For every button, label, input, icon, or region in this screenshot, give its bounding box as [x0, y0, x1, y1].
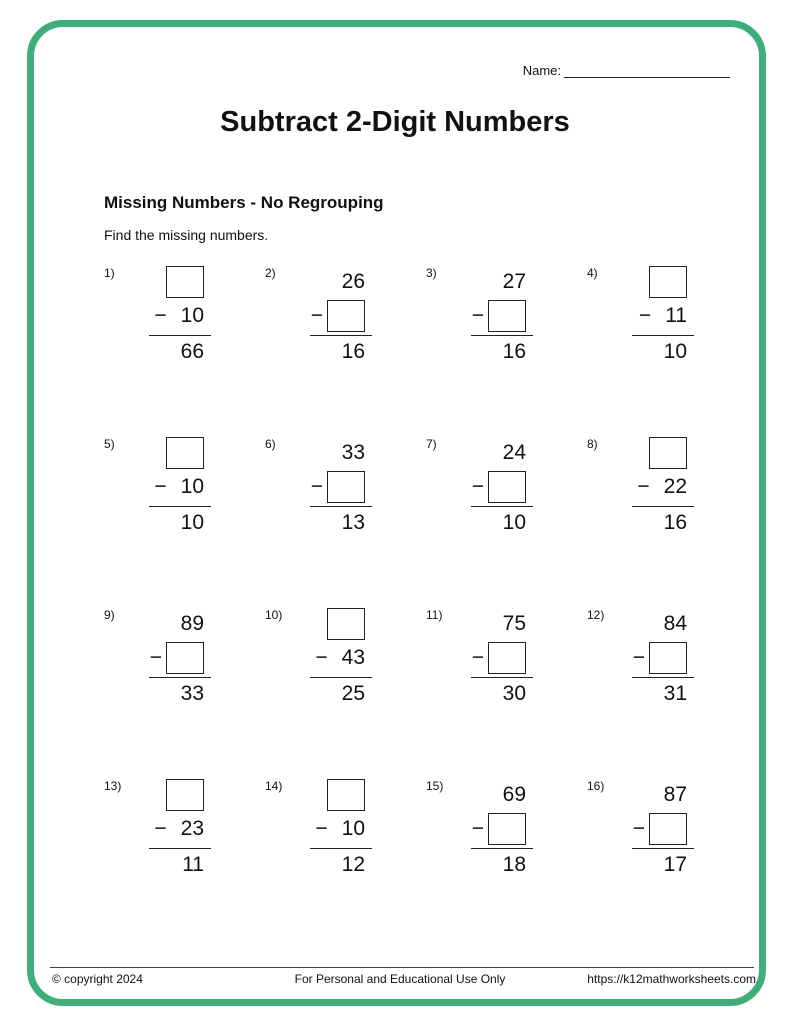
subtrahend-row: [472, 642, 526, 674]
problem-15: [426, 779, 566, 929]
subtrahend: 10: [180, 304, 204, 327]
problem-number: 8): [587, 437, 598, 451]
answer-box[interactable]: [166, 266, 204, 298]
problem-10: [265, 608, 405, 758]
subtrahend-row: [472, 471, 526, 503]
problem-5: [104, 437, 244, 587]
difference: 13: [341, 511, 365, 534]
minus-sign: −: [310, 475, 323, 498]
subtrahend-row: [311, 471, 365, 503]
answer-box[interactable]: [166, 642, 204, 674]
section-subtitle: Missing Numbers - No Regrouping: [104, 193, 384, 212]
minuend-row: [327, 608, 365, 640]
problem-number: 4): [587, 266, 598, 280]
subtrahend-row: [472, 813, 526, 845]
problem-3: [426, 266, 566, 416]
problem-number: 13): [104, 779, 122, 793]
footer-usage: For Personal and Educational Use Only: [294, 972, 506, 986]
minus-sign: −: [471, 475, 484, 498]
subtrahend-row: [154, 813, 204, 845]
minuend: 84: [663, 612, 687, 635]
minuend-row: [181, 608, 204, 640]
problem-number: 9): [104, 608, 115, 622]
difference: 16: [341, 340, 365, 363]
minus-sign: −: [149, 646, 162, 669]
answer-box[interactable]: [327, 779, 365, 811]
difference: 10: [502, 511, 526, 534]
minus-sign: −: [471, 646, 484, 669]
answer-box[interactable]: [327, 608, 365, 640]
minuend: 33: [341, 441, 365, 464]
problem-8: [587, 437, 727, 587]
minuend-row: [503, 437, 526, 469]
subtrahend: 11: [665, 304, 687, 327]
minuend: 27: [502, 270, 526, 293]
subtrahend-row: [315, 813, 365, 845]
minus-sign: −: [315, 646, 328, 669]
minus-sign: −: [632, 646, 645, 669]
minuend-row: [166, 779, 204, 811]
minus-sign: −: [154, 475, 167, 498]
difference: 17: [663, 853, 687, 876]
difference: 18: [502, 853, 526, 876]
subtrahend: 10: [341, 817, 365, 840]
problem-7: [426, 437, 566, 587]
answer-box[interactable]: [166, 779, 204, 811]
problem-number: 12): [587, 608, 605, 622]
subtrahend-row: [154, 300, 204, 332]
problem-number: 10): [265, 608, 283, 622]
answer-box[interactable]: [649, 642, 687, 674]
problem-number: 5): [104, 437, 115, 451]
difference: 25: [341, 682, 365, 705]
minus-sign: −: [315, 817, 328, 840]
answer-box[interactable]: [649, 813, 687, 845]
problem-number: 11): [426, 608, 443, 622]
answer-box[interactable]: [488, 813, 526, 845]
difference: 30: [502, 682, 526, 705]
answer-box[interactable]: [327, 300, 365, 332]
subtrahend-row: [154, 471, 204, 503]
name-field: [523, 63, 730, 78]
minuend: 89: [180, 612, 204, 635]
minuend: 26: [341, 270, 365, 293]
subtrahend-row: [311, 300, 365, 332]
subtrahend-row: [472, 300, 526, 332]
problem-number: 3): [426, 266, 437, 280]
problem-12: [587, 608, 727, 758]
minus-sign: −: [638, 304, 652, 327]
problem-number: 1): [104, 266, 115, 280]
subtrahend: 43: [341, 646, 365, 669]
difference: 10: [180, 511, 204, 534]
subtrahend-row: [315, 642, 365, 674]
problem-9: [104, 608, 244, 758]
page-title: Subtract 2-Digit Numbers: [220, 106, 570, 138]
minuend-row: [327, 779, 365, 811]
answer-box[interactable]: [488, 300, 526, 332]
minus-sign: −: [310, 304, 323, 327]
difference: 66: [180, 340, 204, 363]
subtrahend-row: [150, 642, 204, 674]
minuend-row: [166, 437, 204, 469]
name-label: Name:: [522, 63, 561, 78]
difference: 31: [663, 682, 687, 705]
difference: 10: [663, 340, 687, 363]
answer-box[interactable]: [649, 266, 687, 298]
minuend-row: [166, 266, 204, 298]
minus-sign: −: [154, 304, 167, 327]
minuend-row: [503, 779, 526, 811]
problem-4: [587, 266, 727, 416]
minus-sign: −: [471, 304, 484, 327]
minus-sign: −: [637, 475, 650, 498]
difference: 11: [182, 853, 204, 876]
minuend-row: [342, 437, 365, 469]
minuend-row: [503, 266, 526, 298]
difference: 16: [663, 511, 687, 534]
minuend-row: [664, 608, 687, 640]
minuend: 75: [502, 612, 526, 635]
footer-copyright: © copyright 2024: [52, 972, 143, 986]
subtrahend-row: [633, 642, 687, 674]
subtrahend-row: [639, 300, 687, 332]
difference: 33: [180, 682, 204, 705]
minus-sign: −: [471, 817, 484, 840]
answer-box[interactable]: [649, 437, 687, 469]
problem-number: 2): [265, 266, 276, 280]
minuend-row: [664, 779, 687, 811]
problem-16: [587, 779, 727, 929]
difference: 12: [341, 853, 365, 876]
minuend: 87: [663, 783, 687, 806]
minuend: 69: [502, 783, 526, 806]
subtrahend: 10: [180, 475, 204, 498]
problem-number: 14): [265, 779, 283, 793]
problem-number: 15): [426, 779, 444, 793]
footer-url: https://k12mathworksheets.com: [587, 972, 756, 986]
minuend: 24: [502, 441, 526, 464]
problem-number: 6): [265, 437, 276, 451]
minus-sign: −: [154, 817, 167, 840]
minuend-row: [342, 266, 365, 298]
instructions: Find the missing numbers.: [104, 227, 269, 243]
problem-number: 7): [426, 437, 437, 451]
difference: 16: [502, 340, 526, 363]
answer-box[interactable]: [488, 642, 526, 674]
footer-divider: [50, 967, 754, 968]
problem-1: [104, 266, 244, 416]
minuend-row: [649, 437, 687, 469]
subtrahend: 23: [180, 817, 204, 840]
subtrahend: 22: [663, 475, 687, 498]
minuend-row: [649, 266, 687, 298]
problem-11: [426, 608, 566, 758]
problem-14: [265, 779, 405, 929]
subtrahend-row: [633, 813, 687, 845]
answer-box[interactable]: [166, 437, 204, 469]
name-line[interactable]: [564, 64, 730, 78]
problem-13: [104, 779, 244, 929]
minuend-row: [503, 608, 526, 640]
minus-sign: −: [632, 817, 645, 840]
answer-box[interactable]: [327, 471, 365, 503]
answer-box[interactable]: [488, 471, 526, 503]
problem-number: 16): [587, 779, 605, 793]
problem-2: [265, 266, 405, 416]
subtrahend-row: [637, 471, 687, 503]
problem-6: [265, 437, 405, 587]
